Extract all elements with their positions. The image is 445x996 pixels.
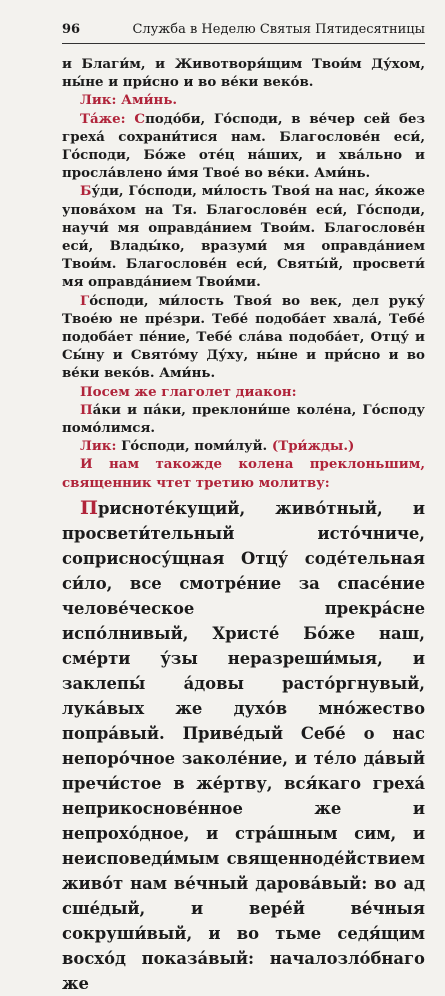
continuation-paragraph — [62, 55, 425, 91]
tazhe-label: Та́же: — [80, 110, 126, 127]
gospodi-initial: Г — [80, 292, 90, 309]
lik-text: Го́споди, поми́луй. — [121, 438, 268, 455]
paki-text: а́ки и па́ки, преклони́ше коле́на, Го́споду помо́лимся. — [62, 401, 425, 437]
tazhe-text: подо́би, Го́споди, в ве́чер сей без греха́ сохрани́тися нам. Благослове́н еси́, Го́споди, Бо́же оте́ц на́ших, и хва́льно и просла́влено и́мя Твое́ во ве́ки. Ами́нь. — [62, 110, 425, 182]
gospodi-paragraph — [62, 292, 425, 383]
tazhe-initial: С — [134, 110, 146, 127]
lik-amin-text: Ами́нь. — [121, 92, 178, 109]
prayer-text: рисноте́кущий, живо́тный, и просвети́тельный исто́чниче, соприсносу́щная Отцу́ соде́тельная си́ло, все смотре́ние за спасе́ние челове́ческое прекра́сне испо́лнивый, Христе́ Бо́же наш, сме́рти у́зы неразреши́мыя, и заклепы́ а́довы расто́ргнувый, лука́вых же духо́в мно́жество попра́вый. Приве́дый Себе́ о нас непоро́чное заколе́ние, и те́ло да́вый пречи́стое в же́ртву, вся́каго греха́ неприкоснове́нное же и непрохо́дное, и стра́шным сим, и неисповеди́мым священноде́йствием живо́т нам ве́чный дарова́вый: во ад сше́дый, и вере́й ве́чныя сокруши́вый, и во тьме седя́щим восхо́д показа́вый: началозло́бнаго же — [62, 498, 425, 993]
prayer-paragraph — [62, 496, 425, 996]
lik-pomiluy-line — [62, 437, 425, 455]
lik-amin-line — [62, 91, 425, 109]
page-number: 96 — [62, 22, 81, 37]
paki-initial: П — [80, 401, 93, 418]
gospodi-text: о́споди, ми́лость Твоя́ во век, дел руку́ Твое́ю не пре́зри. Тебе́ подоба́ет хвала́, Тебе́ подоба́ет пе́ние, Тебе́ сла́ва подоба́ет, Отцу́ и Сы́ну и Свято́му Ду́ху, ны́не и при́сно и во ве́ки веко́в. Ами́нь. — [62, 292, 425, 382]
priest-rubric: И нам такожде колена преклоньшим, священник чтет третию молитву: — [62, 456, 425, 491]
lik-label: Лик: — [80, 438, 117, 455]
budi-text: у́ди, Го́споди, ми́лость Твоя́ на нас, я́коже упова́хом на Тя. Благослове́н еси́, Го́споди, научи́ мя оправда́нием Твои́м. Благослове́н еси́, Влады́ко, вразуми́ мя оправда́нием Твои́м. Благослове́н еси́, Святы́й, просвети́ мя оправда́нием Твои́ми. — [62, 183, 425, 291]
trizhdy-rubric: (Три́жды.) — [271, 438, 355, 455]
paki-paragraph — [62, 401, 425, 437]
prayer-initial: П — [80, 496, 98, 519]
tazhe-paragraph — [62, 110, 425, 183]
lik-label: Лик: — [80, 92, 117, 109]
continuation-text: и Благи́м, и Животворя́щим Твои́м Ду́хом, ны́не и при́сно и во ве́ки веко́в. — [62, 56, 425, 91]
running-header — [62, 22, 425, 44]
budi-initial: Б — [80, 183, 92, 200]
deacon-rubric: Посем же глаголет диакон: — [80, 383, 297, 400]
page-body — [62, 55, 425, 996]
running-title: Служба в Неделю Святыя Пятидесятницы — [132, 22, 425, 37]
budi-paragraph — [62, 182, 425, 291]
